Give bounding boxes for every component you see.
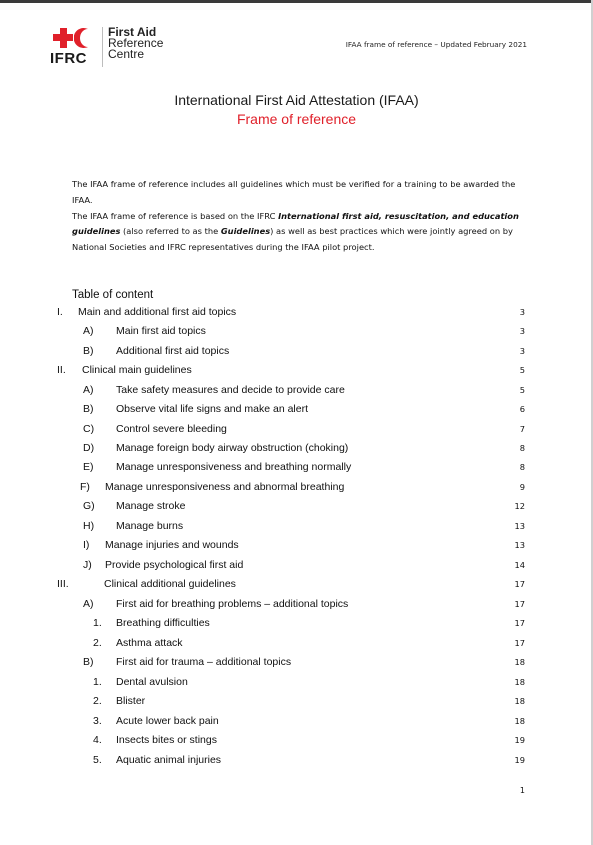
- toc-entry-label: Provide psychological first aid: [105, 559, 244, 571]
- red-cross-crescent-emblem: [50, 25, 96, 69]
- toc-entry-number: I.: [57, 306, 63, 318]
- toc-entry-number: 4.: [93, 734, 102, 746]
- top-border: [0, 0, 593, 3]
- toc-entry[interactable]: [0, 364, 593, 378]
- red-cross-icon: [53, 28, 73, 48]
- toc-entry-number: E): [83, 461, 94, 473]
- toc-entry-page: 3: [519, 346, 525, 356]
- toc-entry-page: 5: [519, 385, 525, 395]
- logo-divider: [102, 27, 103, 67]
- page-subtitle: Frame of reference: [236, 111, 357, 127]
- page-number: 1: [519, 786, 525, 795]
- toc-entry-label: Aquatic animal injuries: [116, 754, 222, 766]
- toc-entry-label: Dental avulsion: [116, 676, 188, 688]
- toc-entry-number: 2.: [93, 695, 102, 707]
- toc-entry[interactable]: [0, 617, 593, 631]
- toc-entry-page: 19: [514, 735, 525, 745]
- toc-entry-label: Acute lower back pain: [116, 715, 219, 727]
- toc-entry-label: Clinical additional guidelines: [104, 578, 236, 590]
- toc-entry-label: Breathing difficulties: [116, 617, 210, 629]
- toc-entry-page: 13: [514, 540, 525, 550]
- toc-heading: Table of content: [72, 289, 154, 301]
- toc-entry-page: 18: [514, 716, 525, 726]
- toc-entry-number: 1.: [93, 676, 102, 688]
- toc-entry[interactable]: [0, 656, 593, 670]
- ifrc-logo: [50, 25, 180, 69]
- toc-entry[interactable]: [0, 461, 593, 475]
- toc-entry-label: Blister: [116, 695, 146, 707]
- toc-entry-label: Asthma attack: [116, 637, 183, 649]
- toc-entry-page: 7: [519, 424, 525, 434]
- toc-entry-page: 17: [514, 599, 525, 609]
- toc-entry-page: 17: [514, 618, 525, 628]
- toc-entry-page: 19: [514, 755, 525, 765]
- toc-entry-page: 8: [519, 462, 525, 472]
- toc-entry-number: A): [83, 325, 94, 337]
- toc-entry-number: 3.: [93, 715, 102, 727]
- toc-entry-page: 5: [519, 365, 525, 375]
- toc-entry[interactable]: [0, 481, 593, 495]
- toc-entry-page: 3: [519, 326, 525, 336]
- toc-entry-number: I): [83, 539, 90, 551]
- toc-entry[interactable]: [0, 598, 593, 612]
- toc-entry-number: B): [83, 656, 94, 668]
- toc-entry[interactable]: [0, 325, 593, 339]
- toc-entry[interactable]: [0, 715, 593, 729]
- intro-text: [72, 177, 527, 256]
- toc-entry-page: 18: [514, 677, 525, 687]
- toc-entry-label: Main first aid topics: [116, 325, 206, 337]
- toc-entry-page: 17: [514, 579, 525, 589]
- logo-abbrev: IFRC: [50, 50, 87, 67]
- red-crescent-icon: [74, 27, 92, 49]
- toc-entry[interactable]: [0, 306, 593, 320]
- toc-entry-number: H): [83, 520, 95, 532]
- toc-entry-page: 17: [514, 638, 525, 648]
- toc-entry-number: III.: [57, 578, 69, 590]
- toc-entry-number: J): [83, 559, 92, 571]
- logo-line-2: Reference: [108, 36, 164, 50]
- toc-entry[interactable]: [0, 520, 593, 534]
- logo-line-1: First Aid: [108, 25, 157, 39]
- toc-entry-number: 1.: [93, 617, 102, 629]
- toc-entry-label: Observe vital life signs and make an alert: [116, 403, 309, 415]
- toc-entry[interactable]: [0, 384, 593, 398]
- toc-entry[interactable]: [0, 754, 593, 768]
- toc-entry-number: B): [83, 403, 94, 415]
- intro-paragraph-2: The IFAA frame of reference is based on the IFRC International first aid, resuscitation, and education guidelines (also referred to as the Guidelines) as well as best practices which were jointly agreed on by National Societies and IFRC representatives during the IFAA pilot project.: [72, 210, 519, 253]
- toc-entry[interactable]: [0, 500, 593, 514]
- page-title: International First Aid Attestation (IFAA): [174, 92, 419, 108]
- toc-entry-label: First aid for trauma – additional topics: [116, 656, 292, 668]
- toc-entry[interactable]: [0, 559, 593, 573]
- toc-entry-number: A): [83, 384, 94, 396]
- toc-entry-label: Additional first aid topics: [116, 345, 230, 357]
- toc-entry-number: A): [83, 598, 94, 610]
- toc-entry-number: B): [83, 345, 94, 357]
- toc-entry-label: Control severe bleeding: [116, 423, 227, 435]
- toc-entry-label: First aid for breathing problems – additional topics: [116, 598, 349, 610]
- toc-entry-label: Manage injuries and wounds: [105, 539, 239, 551]
- toc-entry-label: Manage stroke: [116, 500, 186, 512]
- toc-entry-number: 5.: [93, 754, 102, 766]
- toc-entry-label: Manage foreign body airway obstruction (choking): [116, 442, 349, 454]
- toc-entry[interactable]: [0, 578, 593, 592]
- toc-entry-page: 18: [514, 696, 525, 706]
- toc-entry[interactable]: [0, 403, 593, 417]
- toc-entry[interactable]: [0, 637, 593, 651]
- toc-entry[interactable]: [0, 539, 593, 553]
- toc-entry-label: Manage burns: [116, 520, 184, 532]
- toc-entry-number: D): [83, 442, 95, 454]
- logo-text: [108, 27, 163, 60]
- toc-entry-page: 18: [514, 657, 525, 667]
- toc-entry-label: Manage unresponsiveness and breathing normally: [116, 461, 352, 473]
- toc-entry[interactable]: [0, 345, 593, 359]
- toc-entry[interactable]: [0, 734, 593, 748]
- toc-entry-page: 3: [519, 307, 525, 317]
- toc-entry-label: Clinical main guidelines: [82, 364, 192, 376]
- toc-entry-label: Insects bites or stings: [116, 734, 217, 746]
- toc-entry-label: Take safety measures and decide to provide care: [116, 384, 345, 396]
- toc-entry-page: 12: [514, 501, 525, 511]
- toc-entry-number: 2.: [93, 637, 102, 649]
- logo-line-3: Centre: [108, 47, 145, 61]
- toc-entry-number: G): [83, 500, 95, 512]
- toc-entry-label: Manage unresponsiveness and abnormal breathing: [105, 481, 345, 493]
- toc-entry[interactable]: [0, 695, 593, 709]
- toc-entry-number: F): [80, 481, 90, 493]
- toc-entry-label: Main and additional first aid topics: [78, 306, 237, 318]
- toc-entry-page: 14: [514, 560, 525, 570]
- toc-entry-page: 8: [519, 443, 525, 453]
- intro-paragraph-1: The IFAA frame of reference includes all guidelines which must be verified for a training to be awarded the IFAA.: [72, 179, 516, 205]
- toc-entry-number: II.: [57, 364, 66, 376]
- header-right-text: IFAA frame of reference – Updated February 2021: [345, 40, 527, 49]
- toc-entry-page: 13: [514, 521, 525, 531]
- toc-entry[interactable]: [0, 423, 593, 437]
- toc-entry[interactable]: [0, 442, 593, 456]
- toc-entry-page: 6: [519, 404, 525, 414]
- toc-entry[interactable]: [0, 676, 593, 690]
- toc-entry-page: 9: [519, 482, 525, 492]
- toc-entry-number: C): [83, 423, 95, 435]
